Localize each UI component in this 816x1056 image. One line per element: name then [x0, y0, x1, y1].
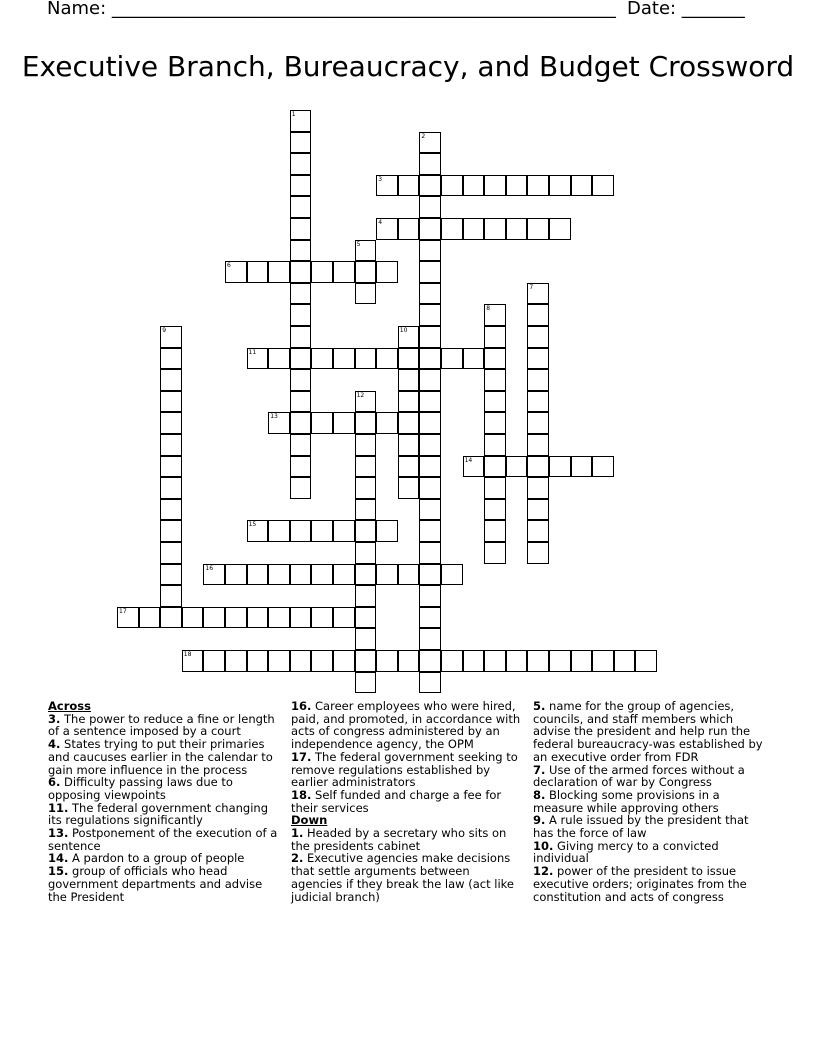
crossword-cell[interactable]	[268, 564, 290, 586]
crossword-cell[interactable]	[484, 175, 506, 197]
down-heading: Down	[291, 813, 328, 828]
across-clue-6: 6. Difficulty passing laws due to opposing viewpoints	[48, 775, 233, 802]
crossword-cell[interactable]	[527, 650, 549, 672]
crossword-cell[interactable]	[398, 175, 420, 197]
crossword-cell[interactable]	[484, 391, 506, 413]
crossword-cell[interactable]	[549, 456, 571, 478]
clue-number: 17	[119, 607, 127, 615]
crossword-cell[interactable]	[376, 261, 398, 283]
crossword-cell[interactable]	[290, 434, 312, 456]
crossword-cell[interactable]	[484, 369, 506, 391]
across-clue-14: 14. A pardon to a group of people	[48, 851, 245, 866]
down-clue-1: 1. Headed by a secretary who sits on the presidents cabinet	[291, 826, 507, 853]
date-field-label[interactable]: Date: _______	[627, 0, 745, 19]
clue-number: 16	[205, 564, 214, 572]
crossword-cell[interactable]	[355, 650, 377, 672]
crossword-cell[interactable]	[441, 218, 463, 240]
crossword-cell[interactable]	[419, 456, 441, 478]
crossword-cell[interactable]	[355, 564, 377, 586]
crossword-cell[interactable]	[376, 520, 398, 542]
crossword-cell[interactable]	[311, 520, 333, 542]
crossword-cell[interactable]	[571, 456, 593, 478]
crossword-cell[interactable]	[355, 261, 377, 283]
crossword-cell[interactable]	[355, 520, 377, 542]
crossword-cell[interactable]	[527, 348, 549, 370]
name-field-label[interactable]: Name: ________________________________________________________	[47, 0, 616, 19]
crossword-cell[interactable]	[160, 391, 182, 413]
crossword-cell[interactable]	[355, 283, 377, 305]
crossword-cell[interactable]	[419, 564, 441, 586]
crossword-cell[interactable]	[203, 650, 225, 672]
crossword-cell[interactable]	[333, 564, 355, 586]
crossword-cell[interactable]	[484, 456, 506, 478]
crossword-cell[interactable]	[333, 650, 355, 672]
crossword-cell[interactable]	[290, 218, 312, 240]
clues-column-2	[291, 700, 522, 903]
crossword-cell[interactable]	[398, 434, 420, 456]
crossword-cell[interactable]	[484, 304, 506, 326]
crossword-cell[interactable]	[247, 261, 269, 283]
crossword-cell[interactable]	[398, 391, 420, 413]
crossword-cell[interactable]	[290, 348, 312, 370]
crossword-cell[interactable]	[376, 650, 398, 672]
across-heading: Across	[48, 699, 91, 713]
crossword-cell[interactable]	[290, 283, 312, 305]
crossword-cell[interactable]	[355, 672, 377, 694]
crossword-cell[interactable]	[376, 175, 398, 197]
crossword-cell[interactable]	[484, 477, 506, 499]
crossword-cell[interactable]	[160, 607, 182, 629]
crossword-cell[interactable]	[398, 218, 420, 240]
crossword-cell[interactable]	[355, 499, 377, 521]
crossword-cell[interactable]	[484, 326, 506, 348]
down-clue-7: 7. Use of the armed forces without a declaration of war by Congress	[533, 762, 745, 790]
clue-number: 6	[227, 262, 231, 270]
crossword-cell[interactable]	[506, 175, 528, 197]
crossword-cell[interactable]	[160, 326, 182, 348]
crossword-cell[interactable]	[419, 240, 441, 262]
crossword-cell[interactable]	[441, 348, 463, 370]
down-clue-9: 9. A rule issued by the president that has the force of law	[533, 813, 749, 841]
across-clue-17: 17. The federal government seeking to remove regulations established by earlier administrators	[291, 749, 518, 790]
crossword-cell[interactable]	[419, 348, 441, 370]
crossword-cell[interactable]	[463, 348, 485, 370]
crossword-cell[interactable]	[290, 650, 312, 672]
clue-number: 14	[464, 456, 473, 464]
crossword-cell[interactable]	[333, 520, 355, 542]
crossword-cell[interactable]	[419, 585, 441, 607]
crossword-cell[interactable]	[290, 369, 312, 391]
across-clue-13: 13. Postponement of the execution of a sentence	[48, 826, 278, 853]
crossword-cell[interactable]	[527, 391, 549, 413]
crossword-cell[interactable]	[160, 434, 182, 456]
crossword-cell[interactable]	[225, 650, 247, 672]
crossword-cell[interactable]	[506, 456, 528, 478]
crossword-cell[interactable]	[290, 412, 312, 434]
crossword-cell[interactable]	[419, 196, 441, 218]
crossword-cell[interactable]	[527, 520, 549, 542]
crossword-cell[interactable]	[419, 542, 441, 564]
crossword-cell[interactable]	[419, 283, 441, 305]
crossword-cell[interactable]	[247, 348, 269, 370]
crossword-cell[interactable]	[290, 607, 312, 629]
across-clue-16: 16. Career employees who were hired, paid, and promoted, in accordance with acts of congress administered by an independence agency, the OPM	[291, 699, 521, 752]
crossword-cell[interactable]	[549, 175, 571, 197]
crossword-cell[interactable]	[268, 520, 290, 542]
down-clue-8: 8. Blocking some provisions in a measure while approving others	[533, 787, 720, 815]
crossword-cell[interactable]	[160, 564, 182, 586]
crossword-cell[interactable]	[355, 391, 377, 413]
crossword-cell[interactable]	[419, 153, 441, 175]
crossword-cell[interactable]	[527, 304, 549, 326]
crossword-cell[interactable]	[355, 412, 377, 434]
crossword-cell[interactable]	[203, 564, 225, 586]
crossword-cell[interactable]	[160, 369, 182, 391]
clue-number: 11	[248, 348, 257, 356]
crossword-cell[interactable]	[419, 326, 441, 348]
crossword-cell[interactable]	[571, 175, 593, 197]
crossword-cell[interactable]	[333, 607, 355, 629]
crossword-cell[interactable]	[398, 564, 420, 586]
clue-number: 13	[270, 413, 278, 421]
crossword-cell[interactable]	[463, 218, 485, 240]
across-clue-15: 15. group of officials who head government departments and advise the President	[48, 864, 263, 904]
crossword-cell[interactable]	[549, 650, 571, 672]
crossword-cell[interactable]	[635, 650, 657, 672]
crossword-cell[interactable]	[527, 477, 549, 499]
clue-number: 18	[183, 651, 192, 658]
crossword-cell[interactable]	[311, 412, 333, 434]
crossword-cell[interactable]	[527, 434, 549, 456]
crossword-cell[interactable]	[506, 650, 528, 672]
crossword-cell[interactable]	[419, 391, 441, 413]
crossword-cell[interactable]	[376, 564, 398, 586]
crossword-cell[interactable]	[290, 132, 312, 154]
crossword-cell[interactable]	[160, 412, 182, 434]
crossword-cell[interactable]	[160, 520, 182, 542]
crossword-cell[interactable]	[398, 326, 420, 348]
crossword-cell[interactable]	[268, 650, 290, 672]
crossword-cell[interactable]	[463, 650, 485, 672]
crossword-cell[interactable]	[441, 175, 463, 197]
down-clue-12: 12. power of the president to issue executive orders; originates from the constitution and acts of congress	[533, 864, 747, 904]
down-clue-5: 5. name for the group of agencies, councils, and staff members which advise the president and help run the federal bureaucracy-was established by an executive order from FDR	[533, 699, 763, 764]
crossword-cell[interactable]	[398, 650, 420, 672]
crossword-cell[interactable]	[376, 412, 398, 434]
crossword-cell[interactable]	[182, 650, 204, 672]
crossword-cell[interactable]	[376, 348, 398, 370]
crossword-cell[interactable]	[160, 456, 182, 478]
crossword-cell[interactable]	[117, 607, 139, 629]
clue-number: 1	[291, 111, 296, 118]
crossword-cell[interactable]	[463, 456, 485, 478]
crossword-cell[interactable]	[311, 564, 333, 586]
down-clue-2: 2. Executive agencies make decisions that settle arguments between agencies if they break the law (act like judicial branch)	[291, 851, 514, 904]
crossword-cell[interactable]	[290, 391, 312, 413]
crossword-cell[interactable]	[268, 607, 290, 629]
clue-number: 10	[399, 327, 408, 334]
crossword-cell[interactable]	[290, 240, 312, 262]
crossword-cell[interactable]	[398, 456, 420, 478]
crossword-cell[interactable]	[484, 650, 506, 672]
clue-number: 3	[378, 175, 383, 183]
crossword-cell[interactable]	[419, 304, 441, 326]
page-title: Executive Branch, Bureaucracy, and Budget Crossword	[21, 50, 795, 83]
crossword-cell[interactable]	[419, 261, 441, 283]
crossword-cell[interactable]	[268, 348, 290, 370]
crossword-cell[interactable]	[160, 477, 182, 499]
crossword-cell[interactable]	[290, 326, 312, 348]
crossword-cell[interactable]	[419, 434, 441, 456]
crossword-cell[interactable]	[225, 564, 247, 586]
crossword-cell[interactable]	[160, 585, 182, 607]
crossword-cell[interactable]	[419, 672, 441, 694]
crossword-cell[interactable]	[398, 369, 420, 391]
across-clue-4: 4. States trying to put their primaries and caucuses earlier in the calendar to gain more influence in the process	[48, 737, 273, 777]
crossword-cell[interactable]	[311, 261, 333, 283]
crossword-cell[interactable]	[225, 607, 247, 629]
clue-number: 2	[421, 132, 426, 140]
crossword-cell[interactable]	[527, 283, 549, 305]
crossword-cell[interactable]	[160, 499, 182, 521]
crossword-cell[interactable]	[484, 499, 506, 521]
crossword-cell[interactable]	[333, 261, 355, 283]
crossword-cell[interactable]	[614, 650, 636, 672]
clue-number: 4	[378, 219, 383, 226]
crossword-cell[interactable]	[484, 218, 506, 240]
crossword-cell[interactable]	[290, 477, 312, 499]
crossword-cell[interactable]	[484, 542, 506, 564]
across-clue-18: 18. Self funded and charge a fee for their services	[291, 787, 502, 815]
crossword-cell[interactable]	[311, 348, 333, 370]
crossword-cell[interactable]	[419, 628, 441, 650]
crossword-cell[interactable]	[268, 261, 290, 283]
crossword-cell[interactable]	[484, 412, 506, 434]
crossword-cell[interactable]	[268, 412, 290, 434]
clue-number: 15	[248, 521, 257, 529]
crossword-cell[interactable]	[290, 175, 312, 197]
crossword-cell[interactable]	[419, 499, 441, 521]
down-clue-10: 10. Giving mercy to a convicted individual	[533, 838, 719, 866]
crossword-cell[interactable]	[419, 175, 441, 197]
clue-number: 5	[356, 240, 361, 248]
crossword-cell[interactable]	[441, 564, 463, 586]
crossword-cell[interactable]	[549, 218, 571, 240]
crossword-cell[interactable]	[355, 585, 377, 607]
crossword-cell[interactable]	[419, 132, 441, 154]
crossword-cell[interactable]	[355, 477, 377, 499]
crossword-cell[interactable]	[419, 412, 441, 434]
crossword-cell[interactable]	[311, 650, 333, 672]
crossword-cell[interactable]	[484, 348, 506, 370]
crossword-cell[interactable]	[419, 477, 441, 499]
crossword-cell[interactable]	[247, 564, 269, 586]
crossword-cell[interactable]	[398, 348, 420, 370]
crossword-cell[interactable]	[484, 434, 506, 456]
clue-number: 8	[486, 305, 491, 313]
crossword-cell[interactable]	[290, 520, 312, 542]
crossword-cell[interactable]	[333, 412, 355, 434]
crossword-cell[interactable]	[203, 607, 225, 629]
crossword-cell[interactable]	[527, 456, 549, 478]
crossword-cell[interactable]	[290, 261, 312, 283]
crossword-cell[interactable]	[527, 542, 549, 564]
crossword-cell[interactable]	[419, 607, 441, 629]
crossword-cell[interactable]	[484, 520, 506, 542]
crossword-cell[interactable]	[290, 456, 312, 478]
clue-number: 12	[356, 391, 365, 399]
crossword-cell[interactable]	[398, 412, 420, 434]
crossword-cell[interactable]	[160, 542, 182, 564]
crossword-cell[interactable]	[139, 607, 161, 629]
crossword-cell[interactable]	[527, 499, 549, 521]
crossword-cell[interactable]	[419, 218, 441, 240]
clues-column-1	[48, 700, 280, 903]
crossword-cell[interactable]	[419, 369, 441, 391]
crossword-cell[interactable]	[290, 153, 312, 175]
crossword-cell[interactable]	[290, 564, 312, 586]
crossword-cell[interactable]	[527, 369, 549, 391]
crossword-cell[interactable]	[290, 196, 312, 218]
crossword-cell[interactable]	[247, 650, 269, 672]
crossword-cell[interactable]	[592, 175, 614, 197]
header	[47, 0, 787, 20]
clue-number: 9	[162, 327, 167, 334]
clue-number: 7	[529, 283, 534, 291]
crossword-cell[interactable]	[527, 175, 549, 197]
crossword-cell[interactable]	[311, 607, 333, 629]
crossword-cell[interactable]	[398, 477, 420, 499]
crossword-cell[interactable]	[592, 456, 614, 478]
across-clue-3: 3. The power to reduce a fine or length of a sentence imposed by a court	[48, 711, 275, 739]
crossword-cell[interactable]	[571, 650, 593, 672]
crossword-cell[interactable]	[506, 218, 528, 240]
crossword-cell[interactable]	[376, 218, 398, 240]
crossword-cell[interactable]	[182, 607, 204, 629]
crossword-cell[interactable]	[355, 434, 377, 456]
crossword-cell[interactable]	[463, 175, 485, 197]
crossword-cell[interactable]	[419, 520, 441, 542]
crossword-cell[interactable]	[355, 240, 377, 262]
clues-column-3	[533, 700, 765, 903]
crossword-cell[interactable]	[527, 412, 549, 434]
crossword-cell[interactable]	[247, 607, 269, 629]
crossword-cell[interactable]	[160, 348, 182, 370]
crossword-cell[interactable]	[355, 542, 377, 564]
crossword-cell[interactable]	[355, 348, 377, 370]
crossword-cell[interactable]	[333, 348, 355, 370]
crossword-cell[interactable]	[527, 326, 549, 348]
crossword-cell[interactable]	[592, 650, 614, 672]
crossword-cell[interactable]	[290, 110, 312, 132]
crossword-cell[interactable]	[441, 650, 463, 672]
across-clue-11: 11. The federal government changing its regulations significantly	[48, 800, 268, 828]
crossword-cell[interactable]	[419, 650, 441, 672]
crossword-cell[interactable]	[355, 607, 377, 629]
crossword-cell[interactable]	[527, 218, 549, 240]
crossword-cell[interactable]	[355, 628, 377, 650]
crossword-cell[interactable]	[247, 520, 269, 542]
crossword-cell[interactable]	[225, 261, 247, 283]
crossword-cell[interactable]	[290, 304, 312, 326]
crossword-cell[interactable]	[355, 456, 377, 478]
